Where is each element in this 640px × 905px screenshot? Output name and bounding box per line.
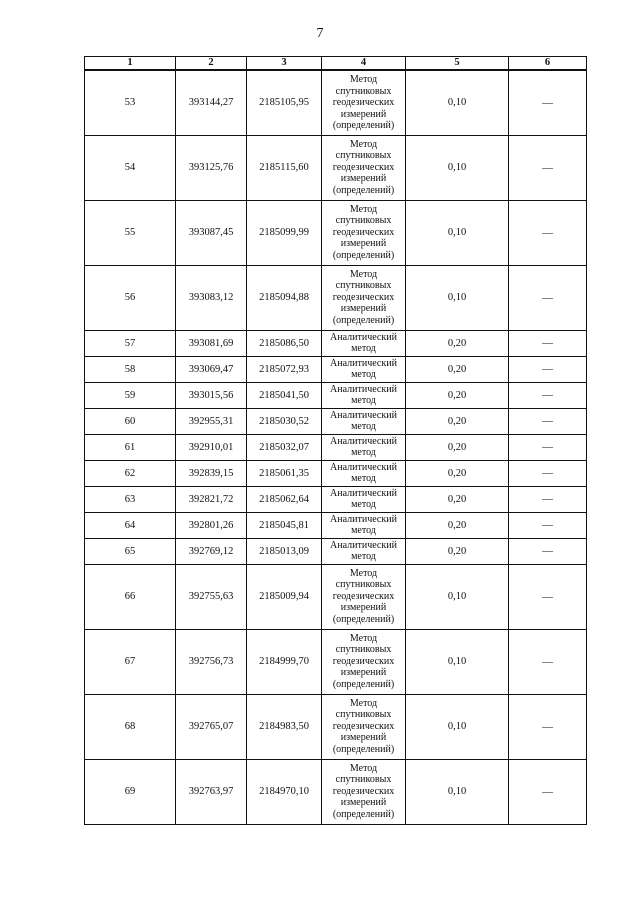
accuracy-cell: 0,10: [406, 265, 509, 330]
table-row: [85, 70, 587, 135]
method-line: измерений: [340, 173, 387, 185]
note-cell: —: [509, 382, 587, 408]
y-coordinate-cell: 2184970,10: [247, 759, 322, 824]
method-line: спутниковых: [335, 774, 392, 786]
note-cell: —: [509, 434, 587, 460]
accuracy-cell: 0,10: [406, 200, 509, 265]
method-line: спутниковых: [335, 709, 392, 721]
note-cell: —: [509, 460, 587, 486]
method-line: Метод: [349, 697, 378, 709]
point-number-cell: 69: [85, 759, 176, 824]
point-number-cell: 63: [85, 486, 176, 512]
method-line: измерений: [340, 108, 387, 120]
method-line: геодезических: [332, 720, 395, 732]
method-line: метод: [351, 551, 376, 562]
column-header: 5: [406, 57, 509, 71]
method-line: геодезических: [332, 291, 395, 303]
accuracy-cell: 0,10: [406, 629, 509, 694]
y-coordinate-cell: 2185009,94: [247, 564, 322, 629]
method-cell: [322, 564, 406, 629]
point-number-cell: 59: [85, 382, 176, 408]
y-coordinate-cell: 2185061,35: [247, 460, 322, 486]
table-body: [85, 70, 587, 824]
method-line: Аналитический: [330, 461, 397, 473]
method-line: измерений: [340, 238, 387, 250]
method-cell: [322, 408, 406, 434]
note-cell: —: [509, 70, 587, 135]
note-cell: —: [509, 486, 587, 512]
point-number-cell: 68: [85, 694, 176, 759]
method-cell: [322, 434, 406, 460]
method-line: Аналитический: [330, 409, 397, 421]
method-line: Аналитический: [330, 383, 397, 395]
table-row: [85, 538, 587, 564]
x-coordinate-cell: 393081,69: [176, 330, 247, 356]
y-coordinate-cell: 2185032,07: [247, 434, 322, 460]
method-line: геодезических: [332, 97, 395, 108]
method-line: метод: [351, 343, 376, 354]
accuracy-cell: 0,20: [406, 356, 509, 382]
y-coordinate-cell: 2185105,95: [247, 70, 322, 135]
column-header: 6: [509, 57, 587, 71]
table-row: [85, 629, 587, 694]
y-coordinate-cell: 2185072,93: [247, 356, 322, 382]
table-row: [85, 356, 587, 382]
x-coordinate-cell: 393125,76: [176, 135, 247, 200]
method-cell: [322, 512, 406, 538]
note-cell: —: [509, 512, 587, 538]
y-coordinate-cell: 2185013,09: [247, 538, 322, 564]
x-coordinate-cell: 393083,12: [176, 265, 247, 330]
method-line: Аналитический: [330, 435, 397, 447]
method-line: Метод: [349, 203, 378, 215]
method-line: геодезических: [332, 590, 395, 602]
y-coordinate-cell: 2185062,64: [247, 486, 322, 512]
accuracy-cell: 0,20: [406, 538, 509, 564]
note-cell: —: [509, 538, 587, 564]
x-coordinate-cell: 392756,73: [176, 629, 247, 694]
table-row: [85, 330, 587, 356]
method-line: метод: [351, 447, 376, 458]
method-line: Аналитический: [330, 357, 397, 369]
table-row: [85, 486, 587, 512]
method-line: спутниковых: [335, 579, 392, 591]
method-line: (определений): [332, 678, 395, 690]
x-coordinate-cell: 393015,56: [176, 382, 247, 408]
method-line: измерений: [340, 667, 387, 679]
point-number-cell: 60: [85, 408, 176, 434]
method-line: Аналитический: [330, 487, 397, 499]
y-coordinate-cell: 2184983,50: [247, 694, 322, 759]
method-cell: [322, 460, 406, 486]
point-number-cell: 62: [85, 460, 176, 486]
method-line: метод: [351, 473, 376, 484]
accuracy-cell: 0,20: [406, 460, 509, 486]
point-number-cell: 55: [85, 200, 176, 265]
x-coordinate-cell: 392765,07: [176, 694, 247, 759]
method-line: Аналитический: [330, 513, 397, 525]
table-row: [85, 460, 587, 486]
table-row: [85, 564, 587, 629]
accuracy-cell: 0,20: [406, 434, 509, 460]
point-number-cell: 54: [85, 135, 176, 200]
accuracy-cell: 0,10: [406, 135, 509, 200]
method-cell: [322, 694, 406, 759]
point-number-cell: 58: [85, 356, 176, 382]
y-coordinate-cell: 2185086,50: [247, 330, 322, 356]
table-row: [85, 408, 587, 434]
method-line: Аналитический: [330, 539, 397, 551]
method-cell: [322, 538, 406, 564]
method-cell: [322, 629, 406, 694]
point-number-cell: 53: [85, 70, 176, 135]
table-row: [85, 265, 587, 330]
method-line: (определений): [332, 249, 395, 261]
method-line: метод: [351, 395, 376, 406]
method-line: измерений: [340, 602, 387, 614]
y-coordinate-cell: 2184999,70: [247, 629, 322, 694]
method-line: Метод: [349, 138, 378, 150]
table-row: [85, 694, 587, 759]
method-line: (определений): [332, 314, 395, 326]
note-cell: —: [509, 200, 587, 265]
method-line: геодезических: [332, 655, 395, 667]
method-line: измерений: [340, 797, 387, 809]
method-line: Метод: [349, 268, 378, 280]
method-cell: [322, 382, 406, 408]
method-cell: [322, 486, 406, 512]
table-row: [85, 200, 587, 265]
method-line: (определений): [332, 613, 395, 625]
column-header: 4: [322, 57, 406, 71]
y-coordinate-cell: 2185115,60: [247, 135, 322, 200]
accuracy-cell: 0,10: [406, 564, 509, 629]
column-header: 2: [176, 57, 247, 71]
accuracy-cell: 0,10: [406, 70, 509, 135]
method-line: (определений): [332, 808, 395, 820]
method-cell: [322, 265, 406, 330]
page-number: 7: [316, 26, 324, 41]
table-row: [85, 759, 587, 824]
method-cell: [322, 330, 406, 356]
method-line: геодезических: [332, 785, 395, 797]
note-cell: —: [509, 564, 587, 629]
y-coordinate-cell: 2185094,88: [247, 265, 322, 330]
method-line: спутниковых: [335, 644, 392, 656]
y-coordinate-cell: 2185030,52: [247, 408, 322, 434]
x-coordinate-cell: 392955,31: [176, 408, 247, 434]
accuracy-cell: 0,10: [406, 694, 509, 759]
point-number-cell: 64: [85, 512, 176, 538]
accuracy-cell: 0,20: [406, 382, 509, 408]
method-line: спутниковых: [335, 85, 392, 97]
method-line: спутниковых: [335, 215, 392, 227]
method-line: метод: [351, 525, 376, 536]
point-number-cell: 56: [85, 265, 176, 330]
note-cell: —: [509, 759, 587, 824]
x-coordinate-cell: 392821,72: [176, 486, 247, 512]
accuracy-cell: 0,20: [406, 512, 509, 538]
note-cell: —: [509, 330, 587, 356]
x-coordinate-cell: 392763,97: [176, 759, 247, 824]
accuracy-cell: 0,20: [406, 330, 509, 356]
method-cell: [322, 200, 406, 265]
method-line: Метод: [349, 567, 378, 579]
point-number-cell: 65: [85, 538, 176, 564]
accuracy-cell: 0,10: [406, 759, 509, 824]
note-cell: —: [509, 265, 587, 330]
table-row: [85, 434, 587, 460]
table-header-row: [85, 57, 587, 71]
method-line: геодезических: [332, 226, 395, 238]
column-header: 1: [85, 57, 176, 71]
method-cell: [322, 759, 406, 824]
y-coordinate-cell: 2185045,81: [247, 512, 322, 538]
method-line: метод: [351, 499, 376, 510]
method-cell: [322, 356, 406, 382]
method-line: Метод: [349, 74, 378, 85]
x-coordinate-cell: 392839,15: [176, 460, 247, 486]
table-row: [85, 135, 587, 200]
method-line: (определений): [332, 120, 395, 131]
note-cell: —: [509, 629, 587, 694]
method-line: (определений): [332, 184, 395, 196]
point-number-cell: 67: [85, 629, 176, 694]
method-line: Метод: [349, 762, 378, 774]
note-cell: —: [509, 408, 587, 434]
method-line: Аналитический: [330, 331, 397, 343]
method-line: спутниковых: [335, 280, 392, 292]
method-line: (определений): [332, 743, 395, 755]
accuracy-cell: 0,20: [406, 486, 509, 512]
y-coordinate-cell: 2185099,99: [247, 200, 322, 265]
point-number-cell: 57: [85, 330, 176, 356]
method-line: измерений: [340, 303, 387, 315]
method-line: метод: [351, 421, 376, 432]
method-line: Метод: [349, 632, 378, 644]
method-line: метод: [351, 369, 376, 380]
note-cell: —: [509, 694, 587, 759]
accuracy-cell: 0,20: [406, 408, 509, 434]
method-line: спутниковых: [335, 150, 392, 162]
method-cell: [322, 135, 406, 200]
table-row: [85, 382, 587, 408]
note-cell: —: [509, 356, 587, 382]
method-line: измерений: [340, 732, 387, 744]
point-number-cell: 66: [85, 564, 176, 629]
y-coordinate-cell: 2185041,50: [247, 382, 322, 408]
x-coordinate-cell: 393069,47: [176, 356, 247, 382]
method-line: геодезических: [332, 161, 395, 173]
column-header: 3: [247, 57, 322, 71]
note-cell: —: [509, 135, 587, 200]
point-number-cell: 61: [85, 434, 176, 460]
table-row: [85, 512, 587, 538]
x-coordinate-cell: 392910,01: [176, 434, 247, 460]
x-coordinate-cell: 393144,27: [176, 70, 247, 135]
x-coordinate-cell: 393087,45: [176, 200, 247, 265]
coordinates-table: [84, 56, 587, 825]
x-coordinate-cell: 392755,63: [176, 564, 247, 629]
method-cell: [322, 70, 406, 135]
x-coordinate-cell: 392769,12: [176, 538, 247, 564]
x-coordinate-cell: 392801,26: [176, 512, 247, 538]
